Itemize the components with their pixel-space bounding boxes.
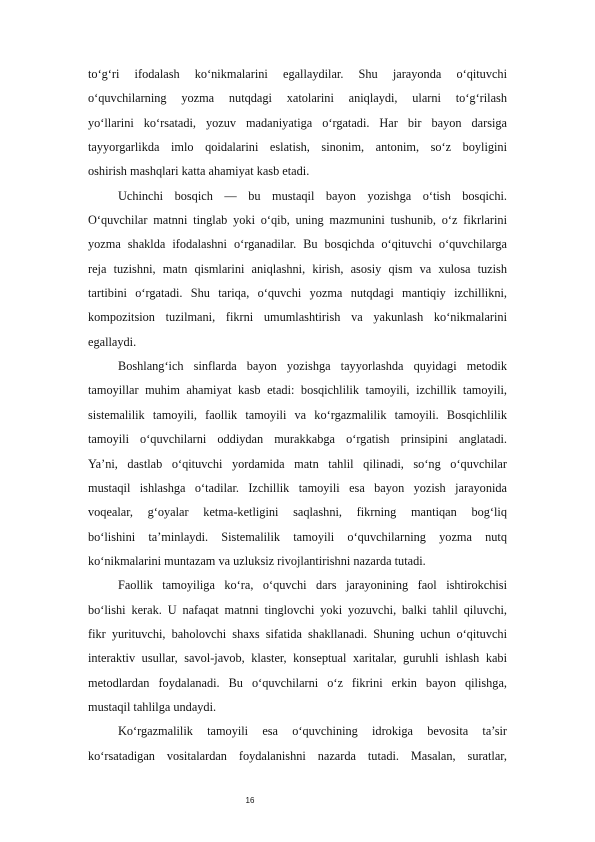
text-line: o‘quvchilarning yozma nutqdagi xatolarini aniqlaydi, ularni to‘g‘rilash <box>88 91 507 106</box>
body-text <box>88 62 507 768</box>
paragraph <box>88 354 507 573</box>
text-line: interaktiv usullar, savol-javob, klaster, konseptual xaritalar, guruhli ishlash kabi <box>88 651 507 666</box>
text-line: bo‘lishini ta’minlaydi. Sistemalilik tamoyili o‘quvchilarning yozma nutq <box>88 529 507 544</box>
paragraph <box>88 573 507 719</box>
text-line: Uchinchi bosqich — bu mustaqil bayon yozishga o‘tish bosqichi. <box>118 188 507 203</box>
paragraph <box>88 184 507 354</box>
text-line: metodlardan foydalanadi. Bu o‘quvchilarni o‘z fikrini erkin bayon qilishga, <box>88 675 507 690</box>
text-line: egallaydi. <box>88 334 137 349</box>
text-line: Ya’ni, dastlab o‘qituvchi yordamida matn tahlil qilinadi, so‘ng o‘quvchilar <box>88 456 507 471</box>
text-line: kompozitsion tuzilmani, fikrni umumlashtirish va yakunlash ko‘nikmalarini <box>88 310 507 325</box>
text-line: tartibini o‘rgatadi. Shu tariqa, o‘quvchi yozma nutqdagi mantiqiy izchillikni, <box>88 286 507 301</box>
paragraph <box>88 719 507 768</box>
text-line: yo‘llarini ko‘rsatadi, yozuv madaniyatiga o‘rgatadi. Har bir bayon darsiga <box>88 115 507 130</box>
text-line: Faollik tamoyiliga ko‘ra, o‘quvchi dars jarayonining faol ishtirokchisi <box>118 578 507 593</box>
text-line: oshirish mashqlari katta ahamiyat kasb etadi. <box>88 164 310 179</box>
paragraph <box>88 62 507 184</box>
text-line: tamoyillar muhim ahamiyat kasb etadi: bosqichlilik tamoyili, izchillik tamoyili, <box>88 383 507 398</box>
text-line: Boshlang‘ich sinflarda bayon yozishga tayyorlashda quyidagi metodik <box>118 359 507 374</box>
text-line: tamoyili o‘quvchilarni oddiydan murakkabga o‘rgatish prinsipini anglatadi. <box>88 432 507 447</box>
text-line: tayyorgarlikda imlo qoidalarini eslatish, sinonim, antonim, so‘z boyligini <box>88 140 507 155</box>
text-line: reja tuzishni, matn qismlarini aniqlashni, kirish, asosiy qism va xulosa tuzish <box>88 261 507 276</box>
text-line: ko‘nikmalarini muntazam va uzluksiz rivojlantirishni nazarda tutadi. <box>88 553 426 568</box>
text-line: yozma shaklda ifodalashni o‘rganadilar. Bu bosqichda o‘qituvchi o‘quvchilarga <box>88 237 507 252</box>
text-line: bo‘lishi kerak. U nafaqat matnni tinglovchi yoki yozuvchi, balki tahlil qiluvchi, <box>88 602 507 617</box>
page-number: 16 <box>245 796 255 805</box>
text-line: O‘quvchilar matnni tinglab yoki o‘qib, uning mazmunini tushunib, o‘z fikrlarini <box>88 213 507 228</box>
text-line: ko‘rsatadigan vositalardan foydalanishni nazarda tutadi. Masalan, suratlar, <box>88 748 507 763</box>
text-line: mustaqil ishlashga o‘tadilar. Izchillik tamoyili esa bayon yozish jarayonida <box>88 480 507 495</box>
text-line: voqealar, g‘oyalar ketma-ketligini saqlashni, fikrning mantiqan bog‘liq <box>88 505 507 520</box>
text-line: to‘g‘ri ifodalash ko‘nikmalarini egallaydilar. Shu jarayonda o‘qituvchi <box>88 67 507 81</box>
text-line: sistemalilik tamoyili, faollik tamoyili va ko‘rgazmalilik tamoyili. Bosqichlilik <box>88 407 507 422</box>
text-line: fikr yurituvchi, baholovchi shaxs sifatida shakllanadi. Shuning uchun o‘qituvchi <box>88 626 507 641</box>
text-line: Ko‘rgazmalilik tamoyili esa o‘quvchining idrokiga bevosita ta’sir <box>118 724 507 739</box>
text-line: mustaqil tahlilga undaydi. <box>88 699 217 714</box>
